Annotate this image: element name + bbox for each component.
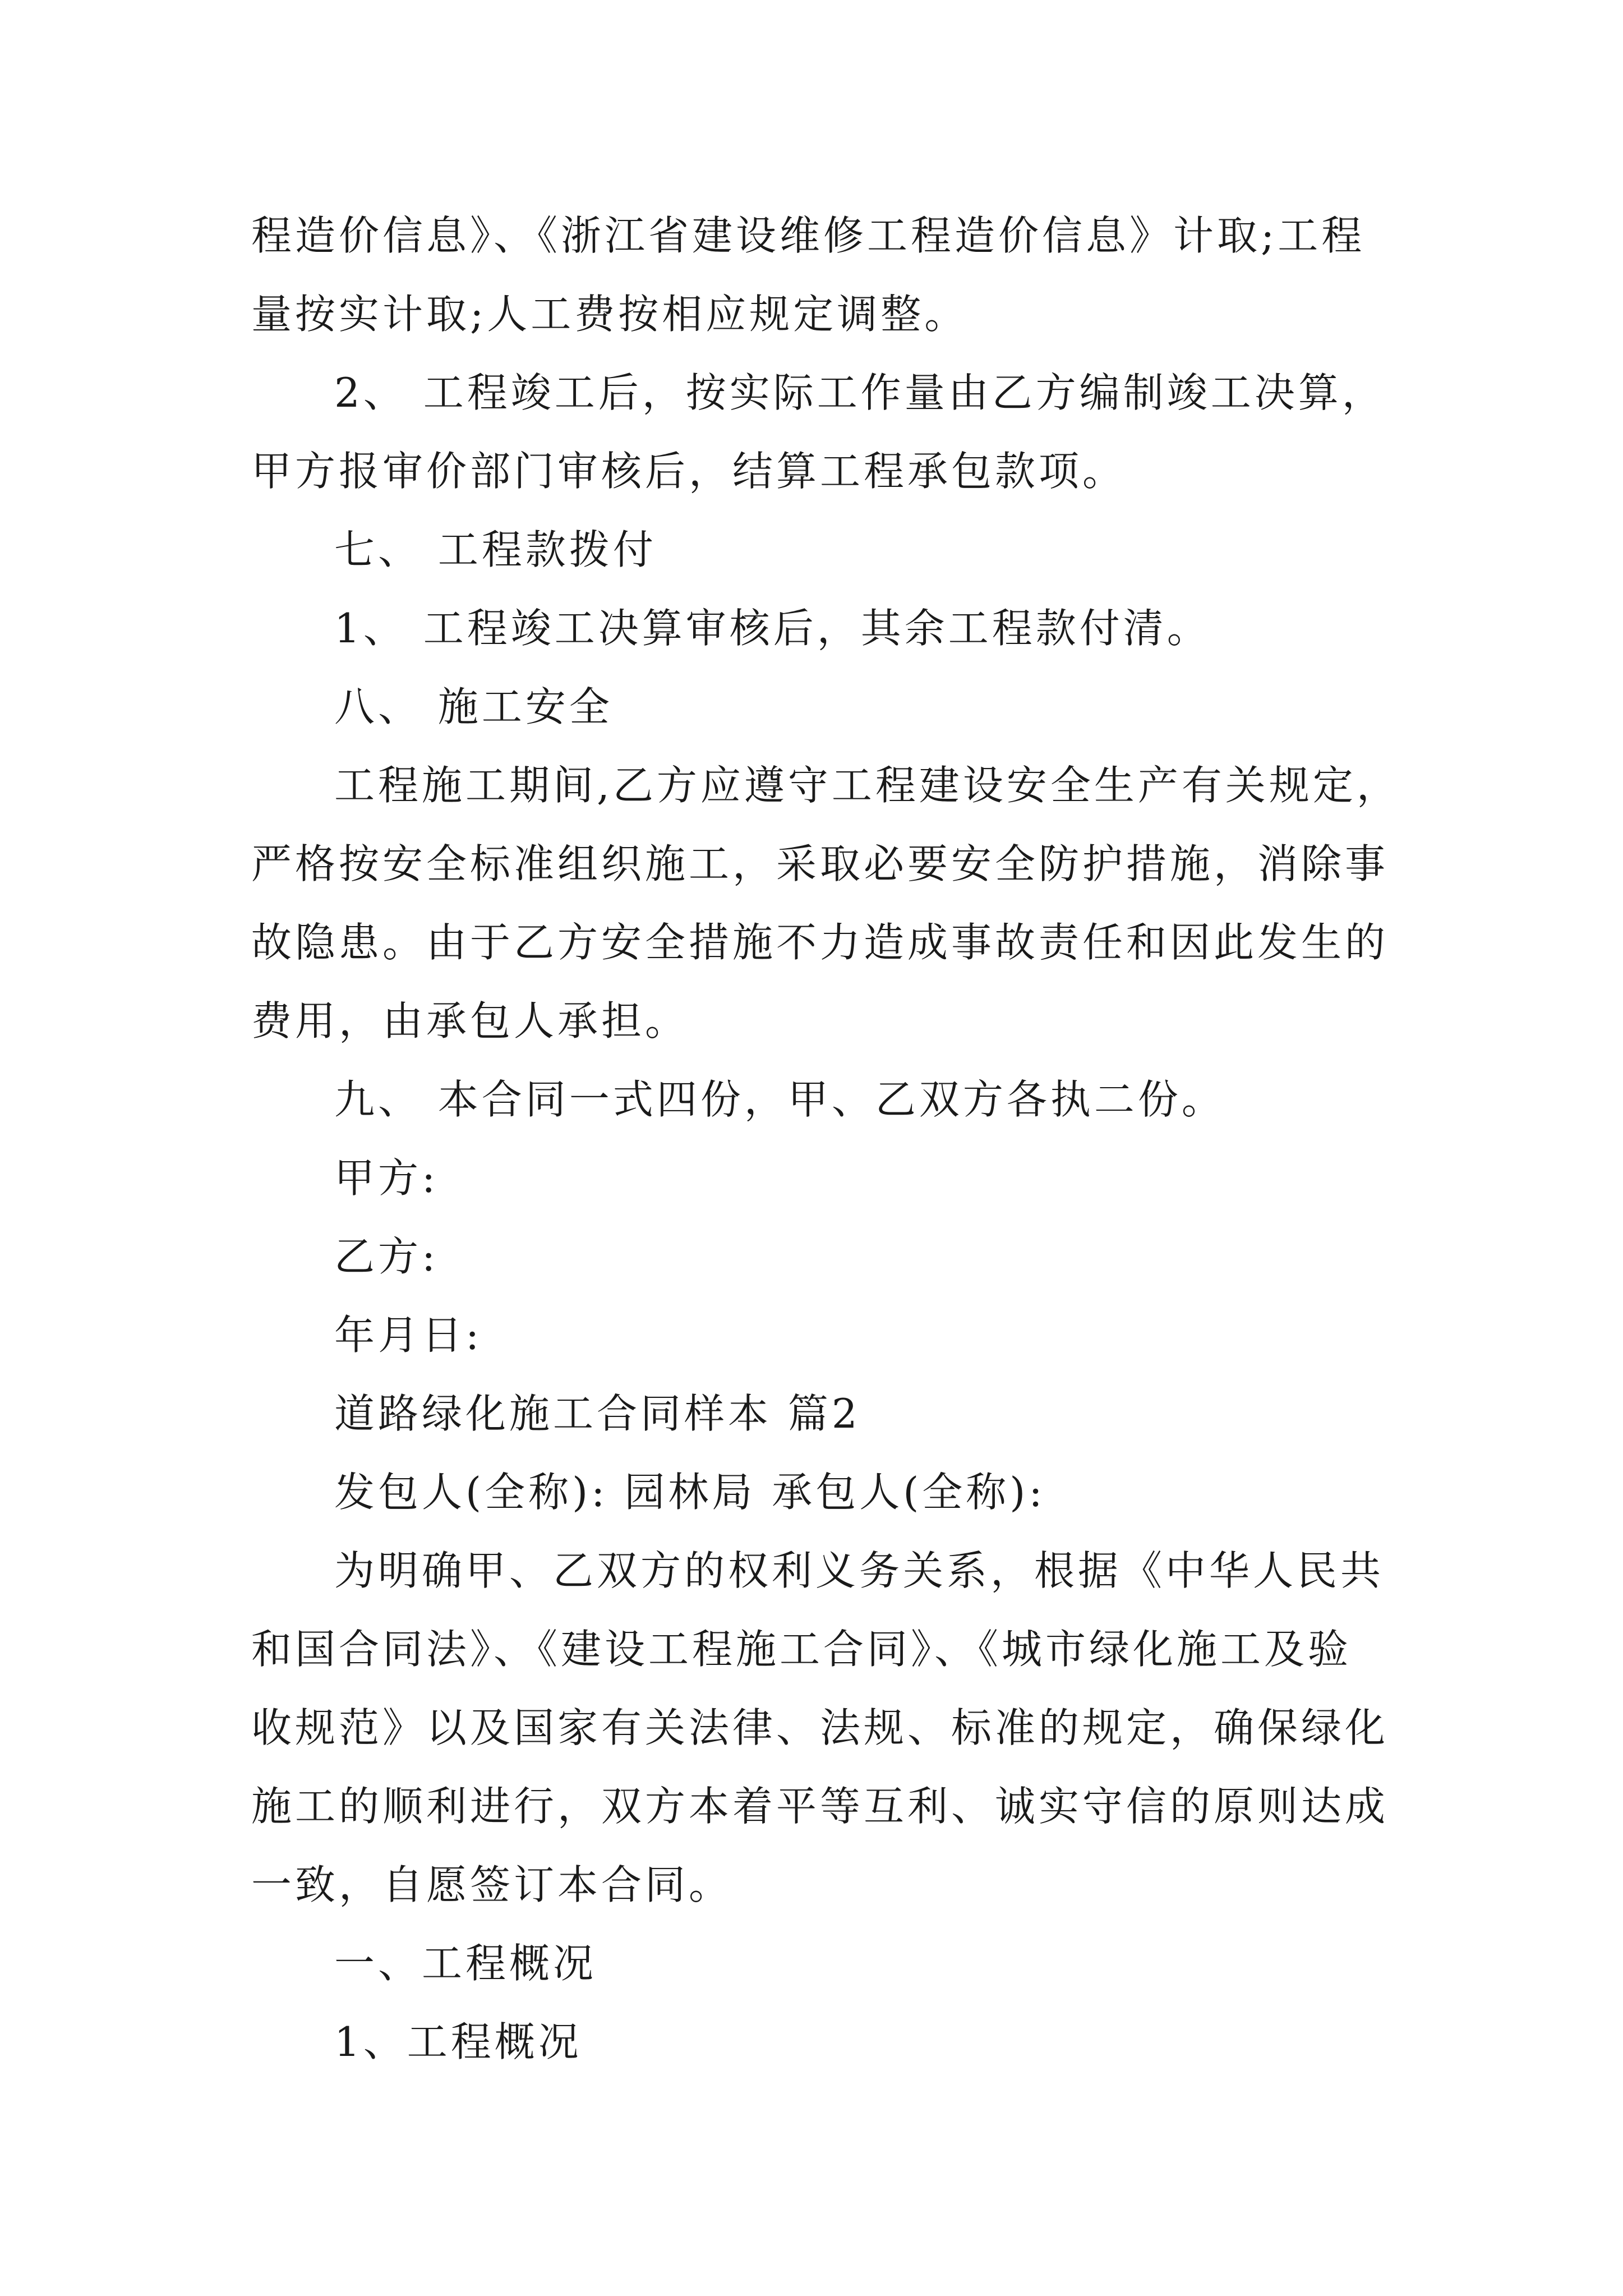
section-heading: 九、 本合同一式四份，甲、乙双方各执二份。 (334, 1076, 1225, 1123)
signature-party-a: 甲方: (334, 1154, 439, 1202)
text-line: 为明确甲、乙双方的权利义务关系，根据《中华人民共 (334, 1547, 1385, 1594)
text-line: 2、 工程竣工后，按实际工作量由乙方编制竣工决算， (334, 369, 1386, 416)
text-line: 1、 工程竣工决算审核后，其余工程款付清。 (334, 605, 1211, 652)
text-line: 收规范》以及国家有关法律、法规、标准的规定，确保绿化 (251, 1704, 1389, 1751)
section-heading: 一、工程概况 (334, 1940, 597, 1987)
text-line: 施工的顺利进行，双方本着平等互利、诚实守信的原则达成 (251, 1783, 1389, 1830)
section-heading: 七、 工程款拨付 (334, 526, 657, 573)
subsection-heading: 1、工程概况 (334, 2018, 582, 2065)
parties-line: 发包人(全称): 园林局 承包人(全称): (334, 1469, 1046, 1516)
text-line: 甲方报审价部门审核后，结算工程承包款项。 (251, 448, 1127, 495)
text-line: 故隐患。由于乙方安全措施不力造成事故责任和因此发生的 (251, 919, 1389, 966)
text-line: 一致，自愿签订本合同。 (251, 1861, 733, 1908)
text-line: 程造价信息》、《浙江省建设维修工程造价信息》计取;工程 (251, 212, 1366, 259)
text-line: 工程施工期间,乙方应遵守工程建设安全生产有关规定， (334, 762, 1400, 809)
text-line: 严格按安全标准组织施工，采取必要安全防护措施，消除事 (251, 840, 1389, 887)
text-line: 和国合同法》、《建设工程施工合同》、《城市绿化施工及验 (251, 1626, 1352, 1673)
text-line: 费用，由承包人承担。 (251, 997, 689, 1045)
signature-party-b: 乙方: (334, 1233, 439, 1280)
signature-date: 年月日: (334, 1312, 483, 1359)
document-title: 道路绿化施工合同样本 篇2 (334, 1390, 861, 1437)
text-line: 量按实计取;人工费按相应规定调整。 (251, 291, 969, 338)
document-body (251, 196, 1400, 2081)
section-heading: 八、 施工安全 (334, 683, 613, 730)
